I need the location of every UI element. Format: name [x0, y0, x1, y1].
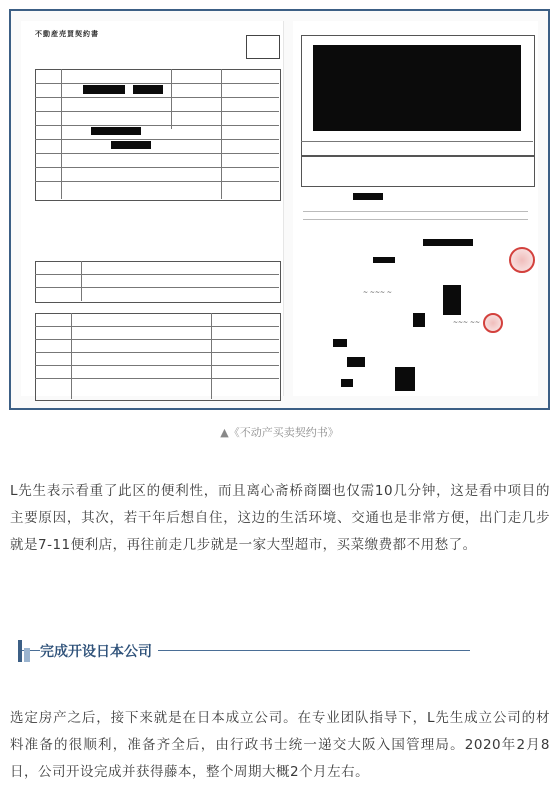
paragraph-convenience: L先生表示看重了此区的便利性，而且离心斋桥商圈也仅需10几分钟，这是看中项目的主要原因，其次，若干年后想自住，这边的生活环境、交通也是非常方便，出门走几步就是7-11便利店，再往前走几步就是一家大型超市，买菜缴费都不用愁了。: [10, 483, 550, 553]
signature: ~ ~~~ ~: [363, 289, 392, 296]
redaction: [373, 257, 395, 263]
redaction: [353, 193, 383, 200]
redaction: [423, 239, 473, 246]
redaction: [91, 127, 141, 135]
paragraph-company: 选定房产之后，接下来就是在日本成立公司。在专业团队指导下，L先生成立公司的材料准备的很顺利，准备齐全后，由行政书士统一递交大阪入国管理局。2020年2月8日，公司开设完成并获得藤本，整个周期大概2个月左右。: [10, 710, 550, 780]
redaction: [111, 141, 151, 149]
heading-marker-icon: [18, 640, 32, 662]
remarks-box: [301, 155, 535, 187]
redaction: [341, 379, 353, 387]
redaction: [395, 367, 415, 391]
contract-page-right: [293, 21, 538, 396]
contract-title: 不動産売買契約書: [35, 30, 99, 38]
redaction: [83, 85, 125, 94]
contract-image: [9, 9, 550, 410]
redaction: [347, 357, 365, 367]
redaction: [133, 85, 163, 94]
redaction: [333, 339, 347, 347]
redaction: [443, 285, 461, 315]
stamp-box: [246, 35, 280, 59]
contract-page-left: [21, 21, 284, 396]
section-heading: 完成开设日本公司: [40, 641, 158, 661]
image-caption: ▲《不动产买卖契约书》: [220, 426, 339, 439]
signature: ~~~ ~~: [453, 319, 481, 326]
seal-stamp: [509, 247, 535, 273]
redaction-block: [313, 45, 521, 131]
price-table: [35, 261, 281, 303]
redaction: [413, 313, 425, 327]
seal-stamp: [483, 313, 503, 333]
